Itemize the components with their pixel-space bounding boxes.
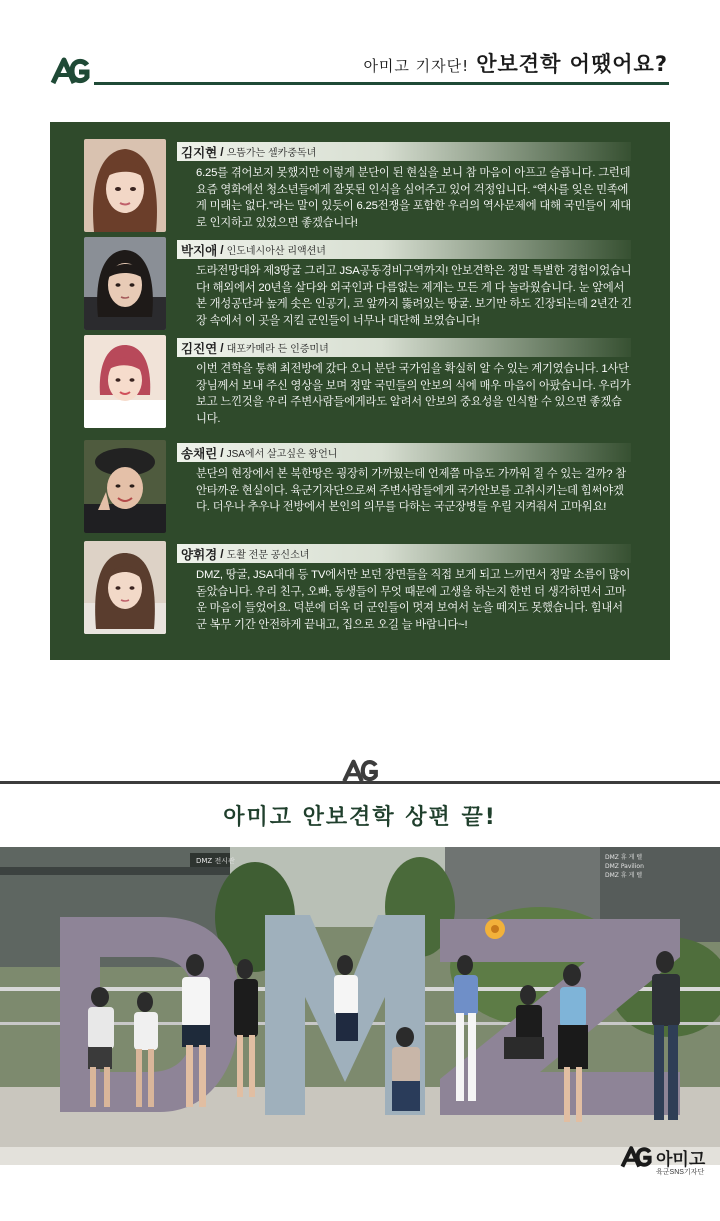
ag-logo-icon: [620, 1144, 652, 1170]
group-photo: [0, 847, 720, 1165]
name-bar: [177, 142, 631, 161]
header-divider: [94, 82, 669, 85]
name-separator: /: [220, 144, 224, 159]
author-tag: 대포카메라 든 인증미녀: [226, 344, 329, 355]
footer-brand: [620, 1141, 716, 1181]
profile-photo: [84, 139, 166, 232]
name-separator: /: [220, 546, 224, 561]
testimonial-text: 이번 견학을 통해 최전방에 갔다 오니 분단 국가임을 확실히 알 수 있는 계기였습니다. 1사단장님께서 보내 주신 영상을 보며 정말 국민들의 안보의 식에 매우 마음이 아팠습니다. 우리가 보고 느낀것을 우리 주변사람들에게라도 알려서 안보의 중요성을 인식할 수 있으면 좋겠습니다.: [196, 363, 631, 425]
author-name: 김지현: [181, 145, 218, 160]
testimonial-text: 6.25를 겪어보지 못했지만 이렇게 분단이 된 현실을 보니 참 마음이 아프고 슬픕니다. 그런데 요즘 영화에선 청소년들에게 잘못된 인식을 심어주고 있어 걱정입니다. “역사를 잊은 민족에게 미래는 없다.”라는 말이 있듯이 6.25전쟁을 포함한 우리의 역사문제에 대해 국민들이 제대로 인지하고 있었으면 좋겠습니다!: [196, 167, 631, 229]
author-tag: JSA에서 살고싶은 왕언니: [226, 449, 338, 460]
testimonial-panel: [50, 122, 670, 660]
header-title-small: 아미고 기자단!: [363, 57, 470, 75]
testimonial-text: 도라전망대와 제3땅굴 그리고 JSA공동경비구역까지! 안보견학은 정말 특별한 경험이었습니다! 해외에서 20년을 살다와 외국인과 다름없는 제게는 모든 게 다 놀라웠습니다. 눈 앞에서 본 개성공단과 높게 솟은 인공기, 코 앞까지 뚫려있는 땅굴. 보기만 하도 긴장되는데 2년간 긴장 속에서 이 곳을 지킬 군인들이 너무나 대단해 보였습니다!: [196, 265, 632, 327]
building-sign-right-1: DMZ 휴 게 텔: [605, 854, 643, 861]
testimonial-text: 분단의 현장에서 본 북한땅은 굉장히 가까웠는데 언제쯤 마음도 가까워 질 수 있는 걸까? 참 안타까운 현실이다. 육군기자단으로써 주변사람들에게 국가안보를 고취시키는데 힘써야겠다. 더우나 추우나 전방에서 본인의 의무를 다하는 국군장병들 우릴 지켜줘서 고마워요!: [196, 468, 626, 514]
testimonial-text: DMZ, 땅굴, JSA대대 등 TV에서만 보던 장면들을 직접 보게 되고 느끼면서 정말 소름이 많이 돋았습니다. 우리 친구, 오빠, 동생들이 무엇 때문에 고생을 하는지 한번 더 생각하면서 고마운 마음이 들었어요. 덕분에 더욱 더 군인들이 멋져 보여서 눈을 떼지도 못했습니다. 힘내서 군 복무 기간 안전하게 끝내고, 집으로 오길 늘 바랍니다~!: [196, 569, 631, 631]
author-tag: 도촬 전문 공신소녀: [226, 550, 310, 561]
author-tag: 으뜸가는 셀카중독녀: [226, 148, 317, 159]
profile-photo: [84, 440, 166, 533]
footer-brand-sub: 육군SNS기자단: [656, 1169, 705, 1176]
author-name: 양휘경: [181, 547, 218, 562]
name-bar: [177, 338, 631, 357]
name-separator: /: [220, 445, 224, 460]
profile-photo: [84, 335, 166, 428]
name-bar: [177, 544, 631, 563]
building-sign-left: DMZ 전시관: [196, 857, 235, 865]
author-name: 김진연: [181, 341, 218, 356]
footer-brand-name: 아미고: [656, 1150, 706, 1169]
header-title-big: 안보견학 어땠어요?: [476, 52, 668, 76]
name-separator: /: [220, 340, 224, 355]
name-separator: /: [220, 242, 224, 257]
name-bar: [177, 443, 631, 462]
header-title: [363, 48, 668, 78]
author-tag: 인도네시아산 리액션녀: [226, 246, 326, 257]
building-sign-right-2: DMZ Pavilion: [605, 863, 644, 870]
building-sign-right-3: DMZ 휴 게 텔: [605, 872, 643, 879]
page-header: [0, 0, 720, 100]
ag-logo-icon: [50, 55, 90, 87]
section-divider: [0, 781, 720, 784]
profile-photo: [84, 541, 166, 634]
name-bar: [177, 240, 631, 259]
author-name: 송채린: [181, 446, 218, 461]
end-title: 아미고 안보견학 상편 끝!: [223, 805, 497, 830]
profile-photo: [84, 237, 166, 330]
author-name: 박지애: [181, 243, 218, 258]
